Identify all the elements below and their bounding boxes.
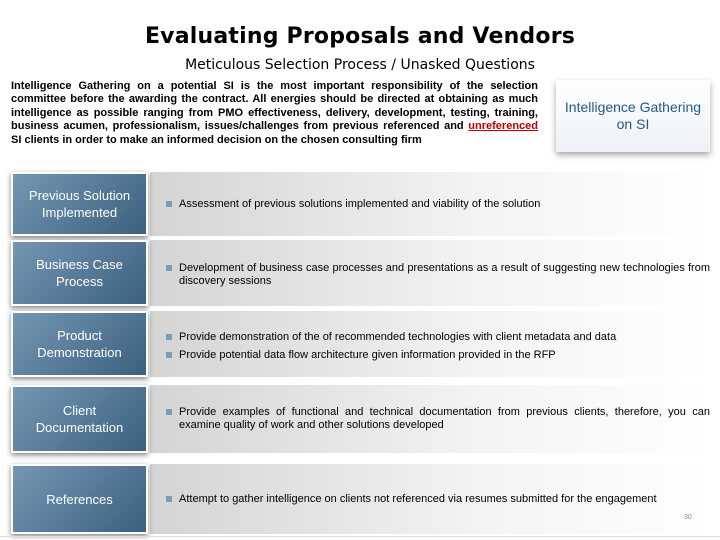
bullet-square-icon	[166, 496, 172, 502]
bullet-text: Provide examples of functional and technical documentation from previous clients, therefore, you can examine quality of work and other solutions developed	[179, 406, 710, 431]
callout-box: Intelligence Gathering on SI	[556, 80, 710, 152]
intro-paragraph	[11, 80, 538, 147]
slide-subtitle: Meticulous Selection Process / Unasked Questions	[185, 57, 535, 73]
bullet-item	[166, 349, 710, 362]
bullet-item	[166, 262, 710, 288]
row-bullets	[166, 198, 710, 216]
bullet-square-icon	[166, 352, 172, 358]
bullet-text: Development of business case processes and presentations as a result of suggesting new technologies from discovery sessions	[179, 262, 710, 287]
row-label-box: References	[11, 464, 148, 534]
slide-title: Evaluating Proposals and Vendors	[144, 24, 576, 49]
bullet-item	[166, 198, 710, 211]
bullet-square-icon	[166, 201, 172, 207]
intro-text-part1: Intelligence Gathering on a potential SI is the most important responsibility of the selection committee before the awarding the contract. All energies should be directed at obtaining as much intelligence as possible ranging from PMO effectiveness, delivery, development, testing, training, business acumen, professionalism, issues/challenges from previous referenced and	[11, 80, 538, 133]
row-bullets	[166, 493, 710, 511]
bullet-text: Attempt to gather intelligence on clients not referenced via resumes submitted for the engagement	[179, 493, 657, 505]
row-label-box: Client Documentation	[11, 385, 148, 453]
row-label-box: Business Case Process	[11, 240, 148, 306]
bullet-text: Provide demonstration of the of recommended technologies with client metadata and data	[179, 331, 617, 343]
bullet-square-icon	[166, 334, 172, 340]
row-bullets	[166, 262, 710, 293]
intro-highlight: unreferenced	[468, 120, 538, 133]
row-label-box: Previous Solution Implemented	[11, 172, 148, 236]
bullet-text: Provide potential data flow architecture given information provided in the RFP	[179, 349, 556, 361]
bullet-text: Assessment of previous solutions implemented and viability of the solution	[179, 198, 541, 210]
intro-text-part2: SI clients in order to make an informed decision on the chosen consulting firm	[11, 133, 422, 146]
row-bullets	[166, 406, 710, 437]
bullet-item	[166, 406, 710, 432]
page-number: 30	[684, 514, 692, 521]
bullet-square-icon	[166, 265, 172, 271]
bullet-item	[166, 493, 710, 506]
bullet-square-icon	[166, 409, 172, 415]
bullet-item	[166, 331, 710, 344]
row-label-box: Product Demonstration	[11, 311, 148, 377]
row-bullets	[166, 331, 710, 367]
footer-divider	[0, 536, 720, 537]
